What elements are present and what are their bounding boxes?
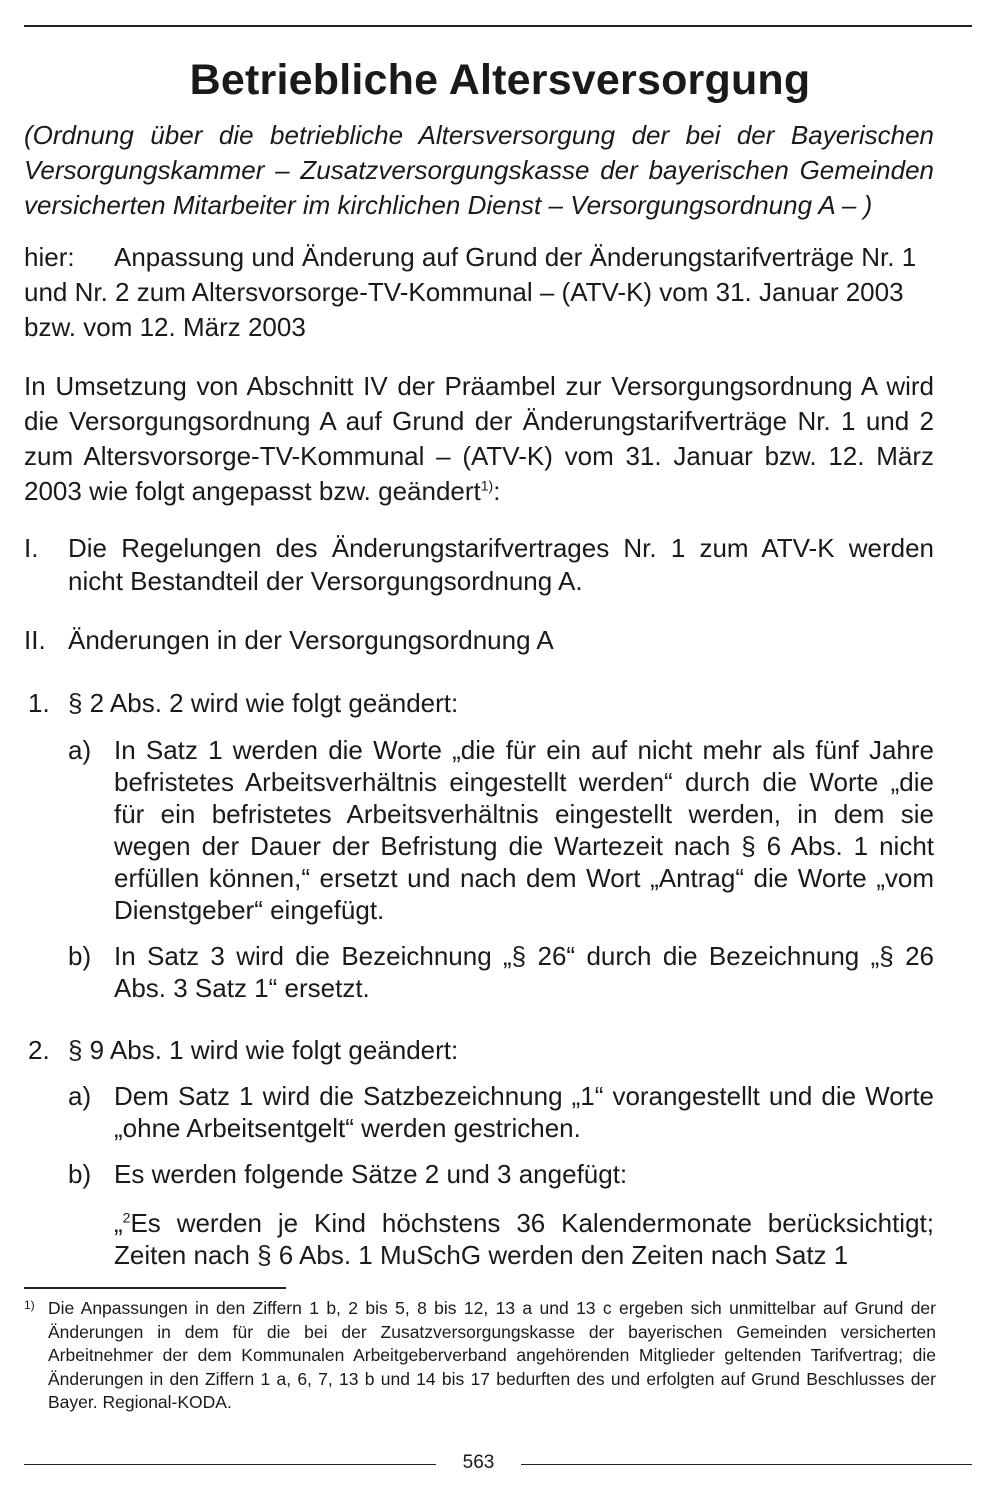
section-II [24, 624, 934, 658]
hier-text-rest: und Nr. 2 zum Altersvorsorge-TV-Kommunal – (ATV-K) vom 31. Januar 2003 bzw. vom 12. März 2003 [24, 277, 904, 342]
quoted-text [114, 1207, 934, 1277]
quote-sentence-number: 2 [122, 1209, 131, 1226]
footnote-mark: 1) [24, 1298, 35, 1312]
item-1-number: 1. [28, 688, 50, 718]
item-2a-label: a) [68, 1081, 92, 1111]
list-item-1 [28, 687, 934, 721]
list-item-2 [28, 1034, 934, 1068]
top-rule [24, 25, 972, 27]
quote-block [114, 1207, 934, 1271]
hier-block [24, 240, 934, 345]
page-title: Betriebliche Altersversorgung [189, 56, 811, 104]
intro-end: : [493, 476, 501, 506]
item-2-number: 2. [28, 1035, 50, 1065]
intro-paragraph [24, 369, 934, 509]
footnote-ref: 1) [480, 477, 494, 494]
item-2b-text: Es werden folgende Sätze 2 und 3 angefügt: [114, 1159, 628, 1189]
item-1b-text: In Satz 3 wird die Bezeichnung „§ 26“ durch die Bezeichnung „§ 26 Abs. 3 Satz 1“ ersetzt. [114, 941, 934, 1003]
item-1a-label: a) [68, 735, 92, 765]
intro-text: In Umsetzung von Abschnitt IV der Präambel zur Versorgungsordnung A wird die Versorgungsordnung A auf Grund der Änderungstarifverträge Nr. 1 und 2 zum Altersvorsorge-TV-Kommunal – (ATV-K) vom 31. Januar bzw. 12. März 2003 wie folgt angepasst bzw. geändert [24, 371, 934, 506]
item-2-text: § 9 Abs. 1 wird wie folgt geändert: [68, 1035, 459, 1065]
section-I-text: Die Regelungen des Änderungstarifvertrages Nr. 1 zum ATV-K werden nicht Bestandteil der Versorgungsordnung A. [68, 533, 934, 596]
quote-open: „ [114, 1208, 123, 1238]
item-2b-label: b) [68, 1159, 92, 1189]
list-item-1a [68, 734, 934, 934]
list-item-2b [68, 1158, 934, 1192]
footnote-text: Die Anpassungen in den Ziffern 1 b, 2 bis 5, 8 bis 12, 13 a und 13 c ergeben sich unmittelbar auf Grund der Änderungen in dem für die bei der Zusatzversorgungskasse der bayerischen Gemeinden versicherten Arbeitnehmer der dem Kommunalen Arbeitgeberverband angehörenden Mitglieder geltenden Tarifvertrag; die Änderungen in den Ziffern 1 a, 6, 7, 13 b und 14 bis 17 bedurften des und erfolgten auf Grund Beschlusses der Bayer. Regional-KODA. [48, 1298, 936, 1412]
subtitle: (Ordnung über die betriebliche Altersversorgung der bei der Bayerischen Versorgungskammer – Zusatzversorgungskasse der bayerischen Gemeinden versicherten Mitarbeiter im kirchlichen Dienst – Versorgungsordnung A – ) [24, 120, 934, 220]
quote-text: Es werden je Kind höchstens 36 Kalendermonate berücksichtigt; Zeiten nach § 6 Abs. 1 MuSchG werden den Zeiten nach Satz 1 [114, 1208, 934, 1270]
section-I [24, 532, 934, 602]
list-item-2a [68, 1080, 934, 1150]
list-item-1b [68, 940, 934, 1010]
item-1-text: § 2 Abs. 2 wird wie folgt geändert: [68, 688, 459, 718]
hier-text-line1: Anpassung und Änderung auf Grund der Änderungstarifverträge Nr. 1 [114, 242, 917, 272]
bottom-rule-right [521, 1464, 972, 1465]
item-1b-label: b) [68, 941, 92, 971]
section-II-number: II. [24, 625, 46, 655]
section-II-text: Änderungen in der Versorgungsordnung A [68, 625, 554, 655]
hier-label: hier: [24, 242, 75, 272]
page-number: 563 [462, 1452, 495, 1473]
item-1a-text: In Satz 1 werden die Worte „die für ein auf nicht mehr als fünf Jahre befristetes Arbeitsverhältnis eingestellt werden“ durch die Worte „die für ein befristetes Arbeitsverhältnis eingestellt werden, in dem sie wegen der Dauer der Befristung die Wartezeit nach § 6 Abs. 1 nicht erfüllen können,“ ersetzt und nach dem Wort „Antrag“ die Worte „vom Dienstgeber“ eingefügt. [114, 735, 934, 925]
section-I-number: I. [24, 533, 39, 563]
item-2a-text: Dem Satz 1 wird die Satzbezeichnung „1“ vorangestellt und die Worte „ohne Arbeitsentgelt“ werden gestrichen. [114, 1081, 934, 1143]
footnote-rule [24, 1287, 286, 1289]
bottom-rule-left [24, 1464, 436, 1465]
